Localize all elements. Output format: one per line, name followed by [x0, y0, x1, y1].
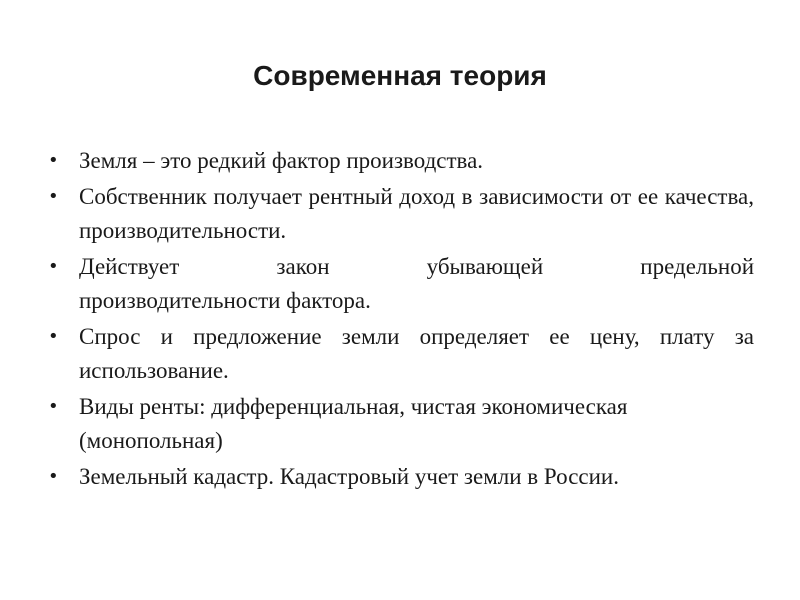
bullet-item: [48, 250, 754, 318]
bullet-item: [48, 390, 754, 458]
bullet-icon: •: [48, 150, 59, 171]
bullet-item: [48, 180, 754, 248]
bullet-list: [48, 144, 754, 496]
bullet-text-line-2: производительности фактора.: [79, 288, 371, 313]
bullet-item: [48, 144, 754, 178]
bullet-item: [48, 460, 754, 494]
bullet-text-line-1: Действует закон убывающей предельной: [79, 254, 754, 279]
bullet-icon: •: [48, 186, 59, 207]
bullet-icon: •: [48, 396, 59, 417]
bullet-text: Спрос и предложение земли определяет ее цену, плату за использование.: [79, 324, 754, 383]
bullet-icon: •: [48, 326, 59, 347]
bullet-text: Виды ренты: дифференциальная, чистая экономическая (монопольная): [79, 394, 628, 453]
bullet-text: Земельный кадастр. Кадастровый учет земли в России.: [79, 464, 619, 489]
slide-title: Современная теория: [253, 60, 547, 91]
bullet-text: Собственник получает рентный доход в зависимости от ее качества, производительности.: [79, 184, 754, 243]
bullet-icon: •: [48, 256, 59, 277]
bullet-item: [48, 320, 754, 388]
bullet-text: Земля – это редкий фактор производства.: [79, 148, 484, 173]
bullet-icon: •: [48, 466, 59, 487]
